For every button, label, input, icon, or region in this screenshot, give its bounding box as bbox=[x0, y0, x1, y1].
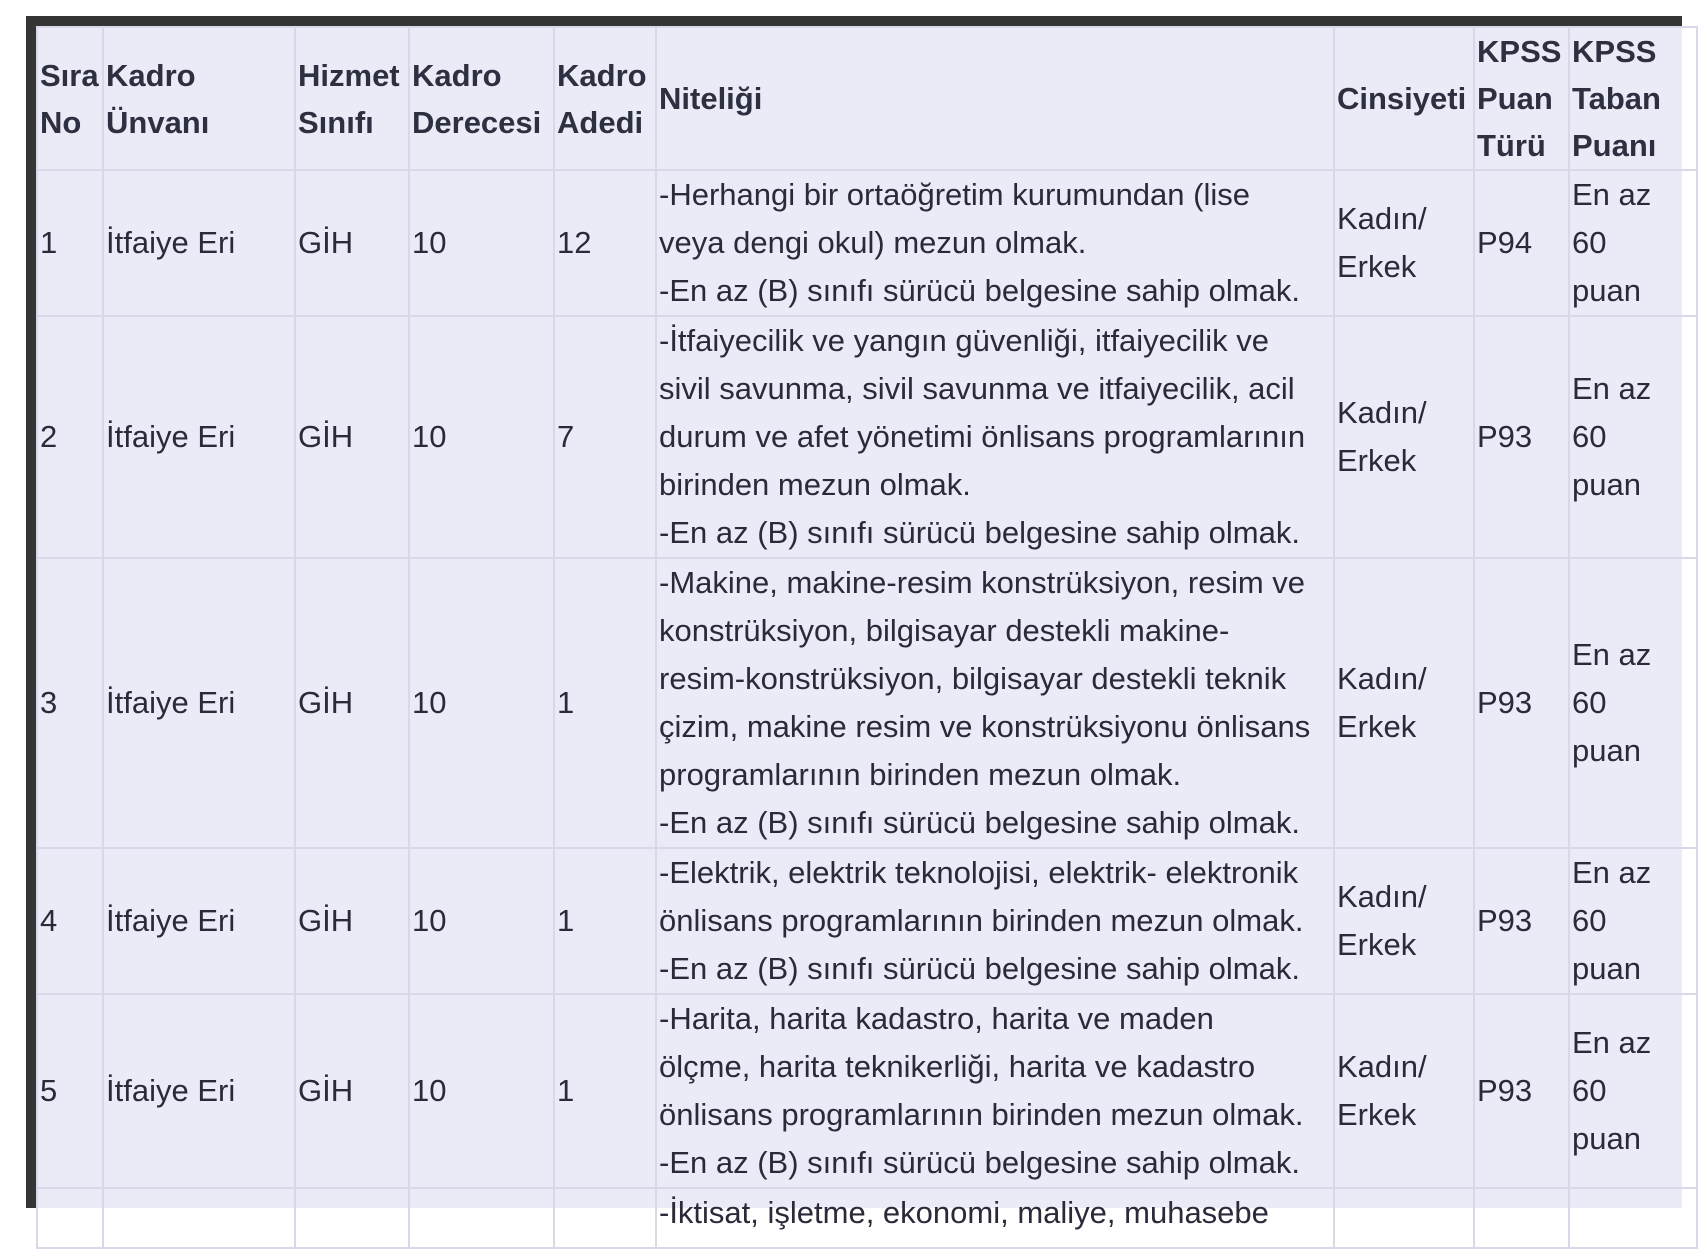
cell-kadro-derecesi: 10 bbox=[409, 558, 554, 848]
table-row bbox=[37, 316, 1697, 558]
column-header-kadro-adedi bbox=[554, 27, 656, 170]
column-header-line: Kadro bbox=[106, 57, 196, 93]
column-header-line: Kadro bbox=[557, 57, 647, 93]
column-header-line: Puanı bbox=[1572, 128, 1657, 163]
column-header-cinsiyeti bbox=[1334, 27, 1474, 170]
cell-kpss-taban-puani bbox=[1569, 994, 1697, 1188]
cell-line: En az bbox=[1572, 855, 1652, 890]
cell-kadro-derecesi: 10 bbox=[409, 316, 554, 558]
cell-kadro-adedi: 1 bbox=[554, 558, 656, 848]
column-header-line: Niteliği bbox=[659, 81, 763, 116]
cell-line: En az bbox=[1572, 1025, 1652, 1060]
cell-line: önlisans programlarının birinden mezun olmak. bbox=[659, 903, 1304, 938]
column-header-line: Puan bbox=[1477, 81, 1553, 116]
cell-line: konstrüksiyon, bilgisayar destekli makine- bbox=[659, 613, 1230, 648]
column-header-line: Kadro bbox=[412, 57, 502, 93]
cell-line: 60 bbox=[1572, 903, 1607, 938]
cell-hizmet-sinifi: GİH bbox=[295, 994, 409, 1188]
cell-kadro-adedi: 7 bbox=[554, 316, 656, 558]
cell-kadro-unvani: İtfaiye Eri bbox=[103, 994, 295, 1188]
cell-line: birinden mezun olmak. bbox=[659, 467, 971, 502]
table-body bbox=[37, 170, 1697, 1248]
column-header-line: Taban bbox=[1572, 81, 1661, 116]
column-header-kadro-derecesi bbox=[409, 27, 554, 170]
cell-kpss-taban-puani bbox=[1569, 558, 1697, 848]
cell-kpss-puan-turu: P93 bbox=[1474, 558, 1569, 848]
cell-line: -İtfaiyecilik ve yangın güvenliği, itfaiyecilik ve bbox=[659, 323, 1269, 358]
cell-line: -En az (B) sınıfı sürücü belgesine sahip olmak. bbox=[659, 273, 1300, 308]
cell-niteligi bbox=[656, 558, 1334, 848]
cell-line: puan bbox=[1572, 733, 1641, 768]
cell-line: Erkek bbox=[1337, 249, 1417, 284]
column-header-line: Adedi bbox=[557, 104, 644, 140]
cell-line: programlarının birinden mezun olmak. bbox=[659, 757, 1182, 792]
cell-kadro-adedi bbox=[554, 1188, 656, 1248]
cell-kpss-puan-turu: P93 bbox=[1474, 848, 1569, 994]
cell-line: 60 bbox=[1572, 685, 1607, 720]
table-row bbox=[37, 558, 1697, 848]
cell-sira-no: 1 bbox=[37, 170, 103, 316]
cell-kadro-unvani: İtfaiye Eri bbox=[103, 558, 295, 848]
cell-hizmet-sinifi: GİH bbox=[295, 558, 409, 848]
cell-cinsiyeti bbox=[1334, 1188, 1474, 1248]
cell-line: -Makine, makine-resim konstrüksiyon, resim ve bbox=[659, 565, 1306, 600]
cell-line: En az bbox=[1572, 637, 1652, 672]
cell-sira-no: 2 bbox=[37, 316, 103, 558]
column-header-sira-no bbox=[37, 27, 103, 170]
cell-line: 60 bbox=[1572, 1073, 1607, 1108]
column-header-kpss-puan-turu bbox=[1474, 27, 1569, 170]
cell-kadro-unvani: İtfaiye Eri bbox=[103, 170, 295, 316]
cell-line: -Herhangi bir ortaöğretim kurumundan (lise bbox=[659, 177, 1250, 212]
cell-kpss-puan-turu: P93 bbox=[1474, 994, 1569, 1188]
cell-kadro-derecesi: 10 bbox=[409, 170, 554, 316]
column-header-line: Ünvanı bbox=[106, 104, 210, 140]
column-header-line: Cinsiyeti bbox=[1337, 81, 1467, 116]
table-header-row bbox=[37, 27, 1697, 170]
cell-hizmet-sinifi: GİH bbox=[295, 170, 409, 316]
cell-cinsiyeti bbox=[1334, 848, 1474, 994]
cell-niteligi bbox=[656, 848, 1334, 994]
cell-kadro-derecesi bbox=[409, 1188, 554, 1248]
cell-line: Kadın/ bbox=[1337, 1049, 1427, 1084]
column-header-kadro-unvani bbox=[103, 27, 295, 170]
cell-sira-no: 4 bbox=[37, 848, 103, 994]
cell-kpss-taban-puani bbox=[1569, 316, 1697, 558]
cell-hizmet-sinifi bbox=[295, 1188, 409, 1248]
cell-line: 60 bbox=[1572, 225, 1607, 260]
table-row bbox=[37, 994, 1697, 1188]
cell-line: En az bbox=[1572, 177, 1652, 212]
cell-line: puan bbox=[1572, 951, 1641, 986]
kadro-table bbox=[36, 26, 1698, 1249]
cell-cinsiyeti bbox=[1334, 994, 1474, 1188]
table-frame bbox=[26, 16, 1682, 1230]
cell-kpss-taban-puani bbox=[1569, 1188, 1697, 1248]
column-header-line: Sıra bbox=[40, 57, 99, 93]
cell-kpss-puan-turu: P93 bbox=[1474, 316, 1569, 558]
cell-line: önlisans programlarının birinden mezun olmak. bbox=[659, 1097, 1304, 1132]
cell-kpss-puan-turu bbox=[1474, 1188, 1569, 1248]
cell-line: Kadın/ bbox=[1337, 201, 1427, 236]
column-header-line: Türü bbox=[1477, 128, 1546, 163]
cell-line: ölçme, harita teknikerliği, harita ve kadastro bbox=[659, 1049, 1256, 1084]
cell-line: resim-konstrüksiyon, bilgisayar destekli teknik bbox=[659, 661, 1287, 696]
cell-line: puan bbox=[1572, 467, 1641, 502]
cell-kadro-derecesi: 10 bbox=[409, 848, 554, 994]
column-header-line: KPSS bbox=[1477, 34, 1562, 69]
cell-line: -Harita, harita kadastro, harita ve maden bbox=[659, 1001, 1214, 1036]
cell-sira-no: 5 bbox=[37, 994, 103, 1188]
cell-line: -En az (B) sınıfı sürücü belgesine sahip olmak. bbox=[659, 951, 1300, 986]
cell-line: -En az (B) sınıfı sürücü belgesine sahip olmak. bbox=[659, 1145, 1300, 1180]
cell-kadro-unvani bbox=[103, 1188, 295, 1248]
cell-line: Kadın/ bbox=[1337, 395, 1427, 430]
cell-cinsiyeti bbox=[1334, 558, 1474, 848]
cell-line: sivil savunma, sivil savunma ve itfaiyecilik, acil bbox=[659, 371, 1295, 406]
cell-line: Kadın/ bbox=[1337, 879, 1427, 914]
cell-line: Erkek bbox=[1337, 709, 1417, 744]
cell-line: Erkek bbox=[1337, 443, 1417, 478]
cell-line: -İktisat, işletme, ekonomi, maliye, muhasebe bbox=[659, 1195, 1269, 1230]
table-container bbox=[36, 26, 1682, 1230]
cell-kadro-unvani: İtfaiye Eri bbox=[103, 848, 295, 994]
column-header-line: No bbox=[40, 104, 82, 140]
cell-line: puan bbox=[1572, 1121, 1641, 1156]
cell-hizmet-sinifi: GİH bbox=[295, 316, 409, 558]
cell-line: -En az (B) sınıfı sürücü belgesine sahip olmak. bbox=[659, 805, 1300, 840]
cell-cinsiyeti bbox=[1334, 316, 1474, 558]
table-row bbox=[37, 170, 1697, 316]
cell-line: Erkek bbox=[1337, 927, 1417, 962]
column-header-line: Derecesi bbox=[412, 104, 542, 140]
cell-line: Erkek bbox=[1337, 1097, 1417, 1132]
column-header-hizmet-sinifi bbox=[295, 27, 409, 170]
cell-line: En az bbox=[1572, 371, 1652, 406]
cell-line: -Elektrik, elektrik teknolojisi, elektrik- elektronik bbox=[659, 855, 1299, 890]
cell-line: -En az (B) sınıfı sürücü belgesine sahip olmak. bbox=[659, 515, 1300, 550]
cell-kpss-taban-puani bbox=[1569, 848, 1697, 994]
cell-niteligi bbox=[656, 316, 1334, 558]
cell-kadro-unvani: İtfaiye Eri bbox=[103, 316, 295, 558]
cell-sira-no: 3 bbox=[37, 558, 103, 848]
column-header-niteligi bbox=[656, 27, 1334, 170]
cell-line: Kadın/ bbox=[1337, 661, 1427, 696]
cell-kadro-adedi: 1 bbox=[554, 994, 656, 1188]
cell-kadro-derecesi: 10 bbox=[409, 994, 554, 1188]
cell-sira-no bbox=[37, 1188, 103, 1248]
table-row bbox=[37, 848, 1697, 994]
cell-line: puan bbox=[1572, 273, 1641, 308]
column-header-line: KPSS bbox=[1572, 34, 1657, 69]
cell-niteligi bbox=[656, 170, 1334, 316]
cell-line: çizim, makine resim ve konstrüksiyonu önlisans bbox=[659, 709, 1311, 744]
cell-line: 60 bbox=[1572, 419, 1607, 454]
column-header-line: Hizmet bbox=[298, 57, 400, 93]
cell-kpss-puan-turu: P94 bbox=[1474, 170, 1569, 316]
cell-kadro-adedi: 1 bbox=[554, 848, 656, 994]
cell-kadro-adedi: 12 bbox=[554, 170, 656, 316]
cell-niteligi bbox=[656, 1188, 1334, 1248]
table-row bbox=[37, 1188, 1697, 1248]
cell-kpss-taban-puani bbox=[1569, 170, 1697, 316]
column-header-kpss-taban-puani bbox=[1569, 27, 1697, 170]
cell-cinsiyeti bbox=[1334, 170, 1474, 316]
cell-line: durum ve afet yönetimi önlisans programlarının bbox=[659, 419, 1306, 454]
cell-niteligi bbox=[656, 994, 1334, 1188]
cell-hizmet-sinifi: GİH bbox=[295, 848, 409, 994]
cell-line: veya dengi okul) mezun olmak. bbox=[659, 225, 1087, 260]
column-header-line: Sınıfı bbox=[298, 104, 374, 140]
